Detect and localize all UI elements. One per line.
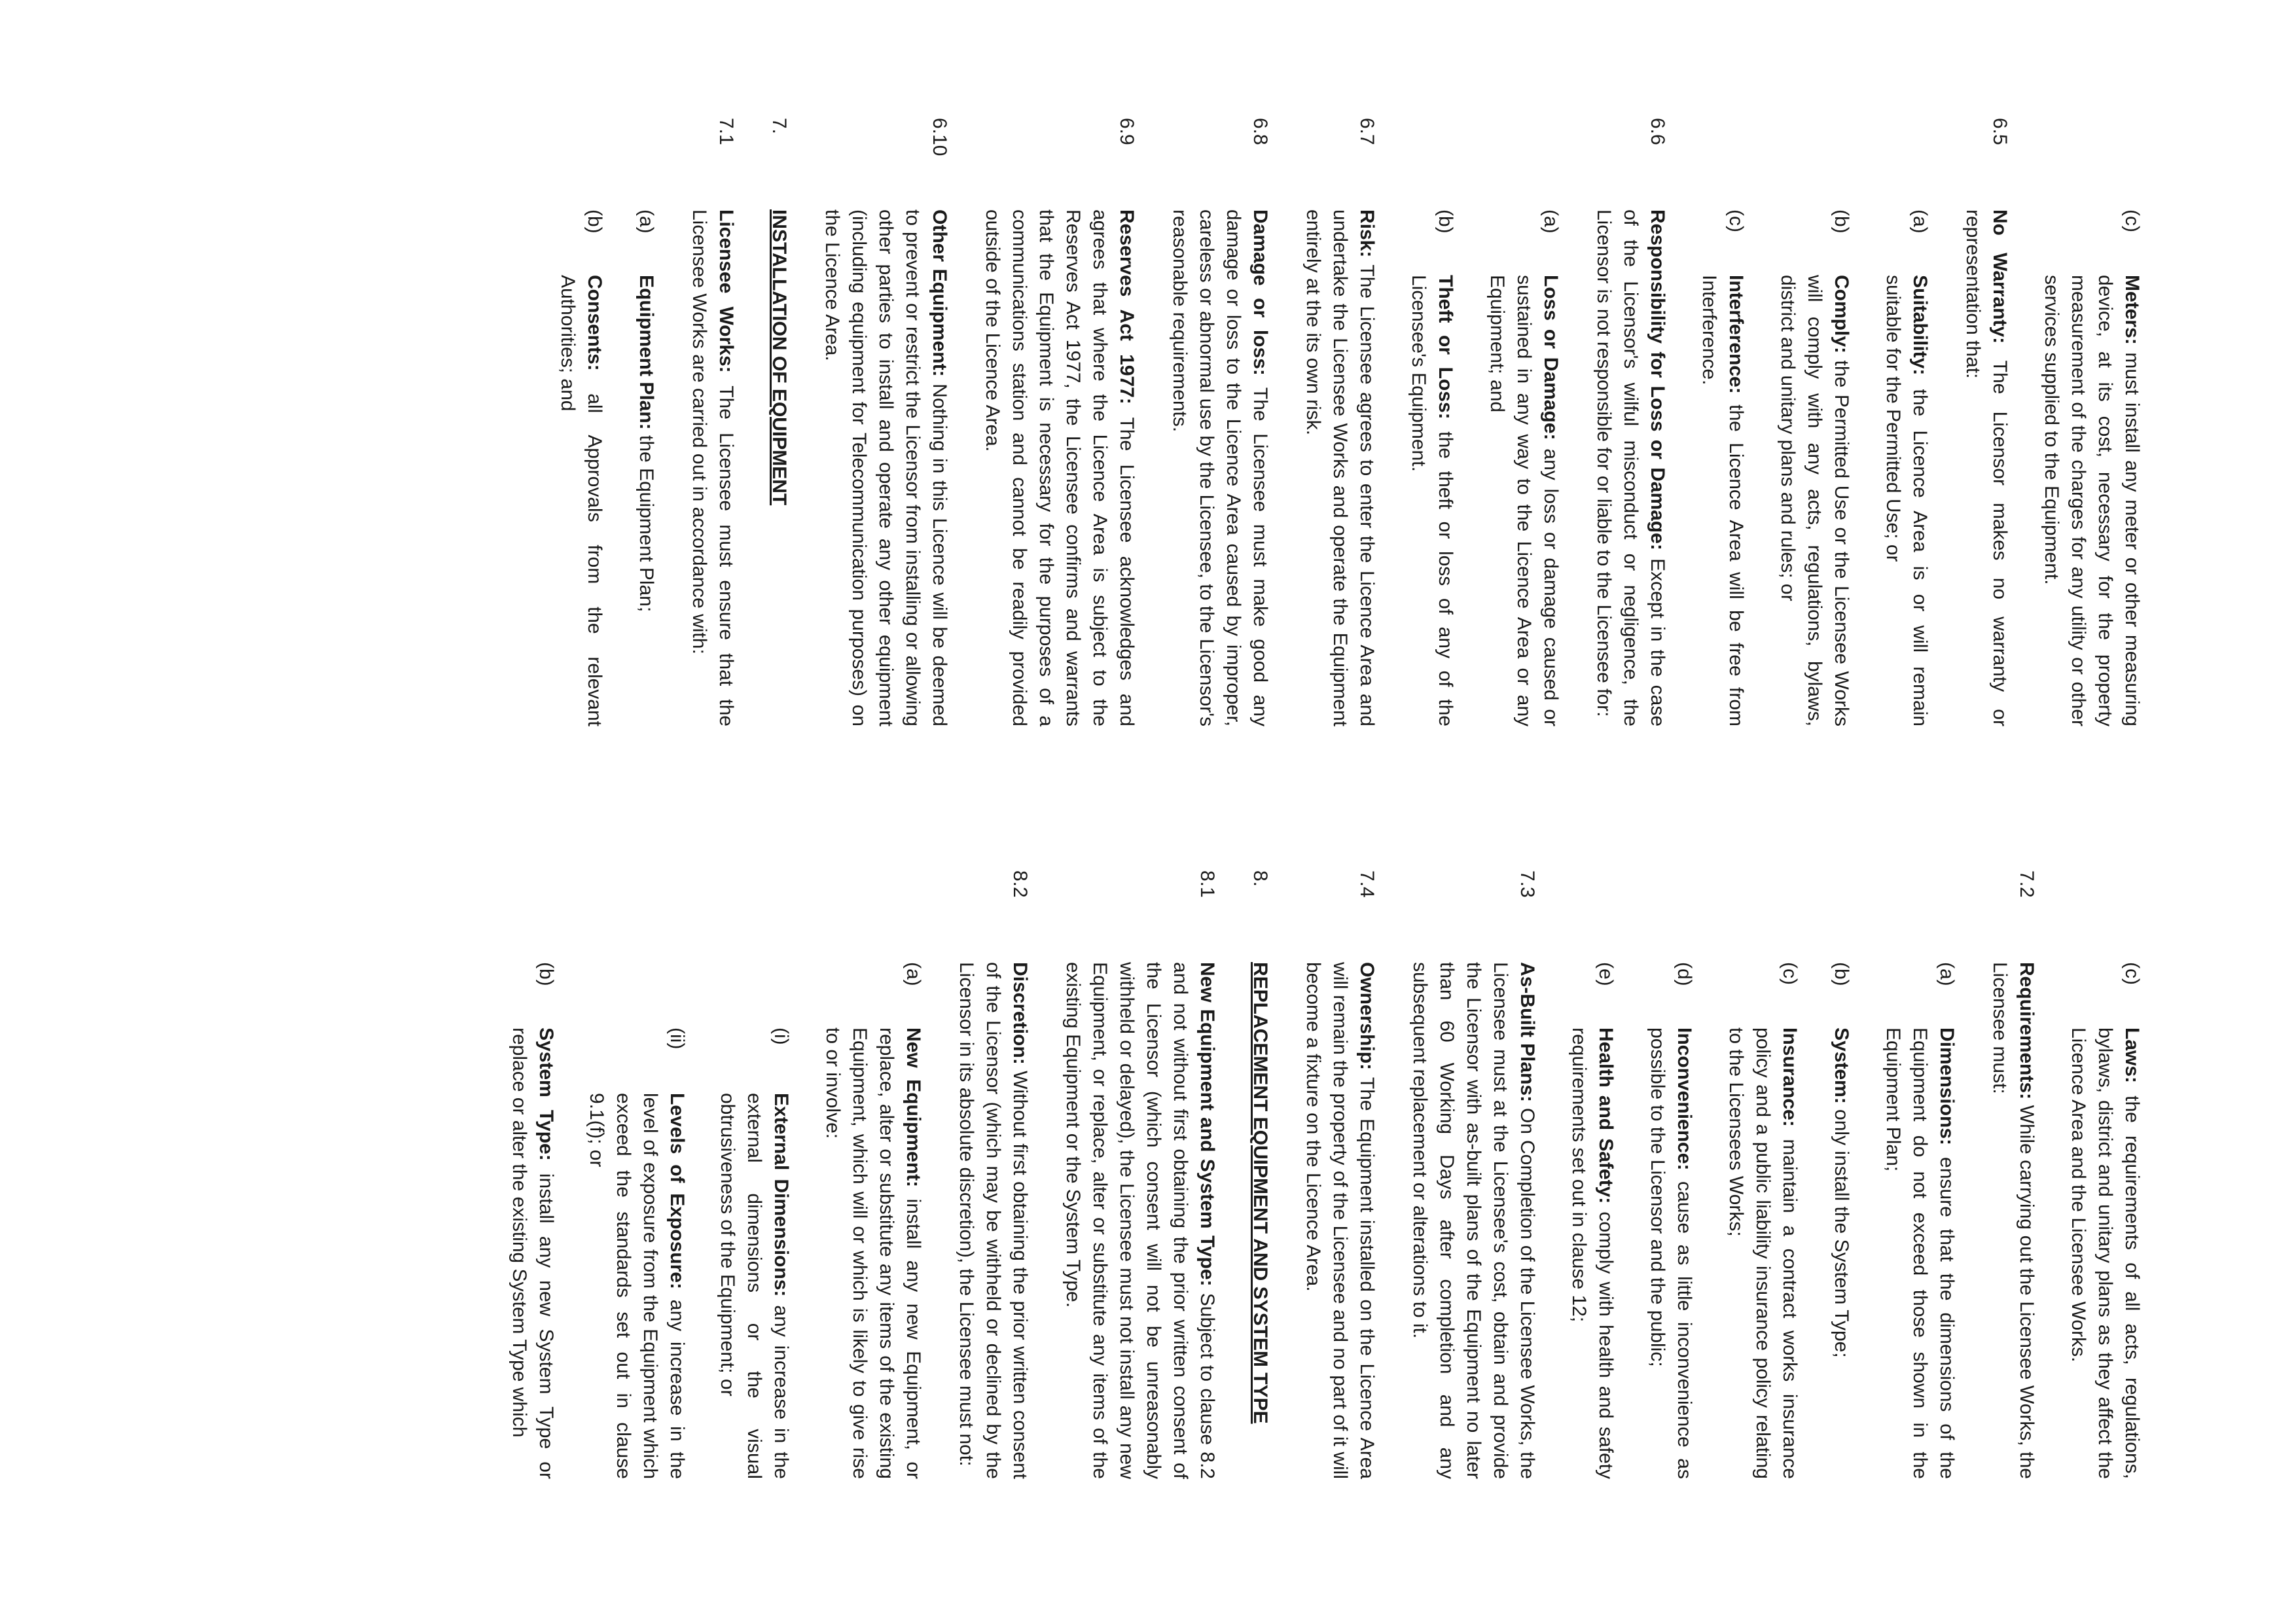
clause-title: Requirements: — [2016, 962, 2037, 1100]
clause-7-2-a — [1880, 870, 1960, 1479]
clause-8-2 — [953, 870, 1033, 1479]
clause-title: Laws: — [2121, 1027, 2143, 1084]
clause-title: Interference: — [1725, 275, 1747, 394]
clause-number: (b) — [584, 209, 605, 234]
clause-6-5-b — [1774, 118, 1855, 726]
clause-text: install any new Equipment, or replace, alter or substitute any items of the existing Equipment, which will or which is likely to give rise to or involve: — [822, 1027, 924, 1479]
clause-text: any increase in the level of exposure from the Equipment which exceed the standards set out in clause 9.1(f); or — [586, 1093, 688, 1480]
clause-7-2-e — [1566, 870, 1619, 1479]
clause-6-5 — [1960, 118, 2013, 726]
clause-title: Responsibility for Loss or Damage: — [1647, 209, 1668, 550]
clause-title: Levels of Exposure: — [666, 1093, 688, 1290]
clause-7-1-c — [2065, 870, 2145, 1479]
clause-text: The Licensor makes no warranty or representation that: — [1962, 209, 2011, 726]
clause-8-2-b — [506, 870, 560, 1479]
clause-title: Meters: — [2121, 275, 2143, 345]
clause-text: the Licence Area will be free from Interference. — [1698, 275, 1747, 726]
clause-text: all Approvals from the relevant Authorities; and — [557, 275, 605, 726]
clause-text: comply with health and safety requirements set out in clause 12; — [1568, 1027, 1617, 1479]
clause-number: (c) — [1725, 209, 1747, 232]
clause-text: any loss or damage caused or sustained in any way to the Licence Area or any Equipment; and — [1486, 275, 1562, 726]
clause-6-5-a — [1880, 118, 1933, 726]
clause-number: (b) — [1831, 209, 1852, 234]
clause-text: must install any meter or other measuring device, at its cost, necessary for the property measurement of the charges for any utility or other services supplied to the Equipment. — [2041, 275, 2143, 726]
clause-text: Except in the case of the Licensor's wilful misconduct or negligence, the Licensor is not responsible for or liable to the Licensee for: — [1593, 209, 1668, 726]
clause-number: (a) — [903, 962, 924, 986]
clause-title: External Dimensions: — [770, 1093, 792, 1297]
clause-6-6-a — [1484, 118, 1564, 726]
clause-number: 7.3 — [1516, 870, 1538, 898]
clause-text: The Licensee must make good any damage or loss to the Licence Area caused by improper, careless or abnormal use by the Licensee, to the Licensor's reasonable requirements. — [1169, 209, 1271, 726]
clause-number: (a) — [1909, 209, 1931, 234]
clause-number: 6.10 — [929, 118, 950, 156]
clause-title: Licensee Works: — [715, 209, 737, 373]
clause-title: Consents: — [584, 275, 605, 371]
clause-text: The Licensee acknowledges and agrees that where the Licence Area is subject to the Reserves Act 1977, the Licensee confirms and warrants that the Equipment is necessary for the purposes of a communications station and cannot be readily provided outside of the Licence Area. — [982, 209, 1138, 726]
clause-title: New Equipment: — [903, 1027, 924, 1188]
clause-number: 6.9 — [1116, 118, 1138, 145]
clause-8-2-a-ii — [583, 870, 691, 1479]
clause-number: (b) — [1831, 962, 1852, 986]
clause-7-2 — [1986, 870, 2040, 1479]
clause-number: 8.1 — [1196, 870, 1218, 898]
clause-number: 6.8 — [1249, 118, 1271, 145]
clause-number: (b) — [1435, 209, 1456, 234]
clause-6-6 — [1590, 118, 1671, 726]
clause-number: (c) — [2121, 209, 2143, 232]
left-column — [529, 118, 2145, 726]
clause-title: Damage or loss: — [1249, 209, 1271, 376]
clause-text: ensure that the dimensions of the Equipment do not exceed those shown in the Equipment Plan; — [1882, 1027, 1958, 1479]
clause-text: the Licence Area is or will remain suitable for the Permitted Use; or — [1882, 275, 1931, 726]
clause-number: (d) — [1674, 962, 1695, 986]
clause-text: the theft or loss of any of the Licensee's Equipment. — [1408, 275, 1456, 726]
clause-title: Health and Safety: — [1595, 1027, 1617, 1204]
clause-number: 7.4 — [1356, 870, 1378, 898]
clause-title: Suitability: — [1909, 275, 1931, 376]
clause-8-2-a-i — [714, 870, 795, 1479]
clause-text: Nothing in this Licence will be deemed to prevent or restrict the Licensor from installing or allowing other parties to install and operate any other equipment (including equipment for Telecommunication purposes) on the Licence Area. — [821, 209, 950, 726]
clause-meters — [2038, 118, 2145, 726]
clause-number: (ii) — [666, 1027, 688, 1050]
clause-title: Insurance: — [1779, 1027, 1801, 1127]
clause-7-3 — [1407, 870, 1541, 1479]
clause-title: Inconvenience: — [1674, 1027, 1695, 1171]
clause-text: While carrying out the Licensee Works, the Licensee must: — [1989, 962, 2037, 1479]
clause-number: (c) — [2121, 962, 2143, 985]
clause-number: (a) — [636, 209, 657, 234]
clause-number: 6.6 — [1647, 118, 1668, 145]
clause-title: Ownership: — [1356, 962, 1378, 1071]
clause-number: (a) — [1936, 962, 1958, 986]
clause-number: (c) — [1779, 962, 1801, 985]
clause-text: Without first obtaining the prior written consent of the Licensor (which may be withheld or declined by the Licensor in its absolute discretion), the Licensee must not: — [956, 962, 1031, 1479]
section-heading-8 — [1247, 870, 1274, 1479]
clause-text: the requirements of all acts, regulations, bylaws, district and unitary plans as they affect the Licence Area and the Licensee Works. — [2068, 1027, 2143, 1479]
clause-7-1 — [686, 118, 740, 726]
clause-6-5-c — [1696, 118, 1749, 726]
clause-text: install any new System Type or replace or alter the existing System Type which — [509, 1027, 557, 1479]
clause-number: 7.2 — [2016, 870, 2037, 898]
section-title: INSTALLATION OF EQUIPMENT — [768, 209, 790, 506]
clause-title: Discretion: — [1009, 962, 1031, 1065]
clause-7-2-c — [1723, 870, 1803, 1479]
clause-7-1-a — [633, 118, 660, 726]
clause-title: Reserves Act 1977: — [1116, 209, 1138, 404]
clause-text: only install the System Type; — [1831, 1103, 1852, 1358]
clause-7-4 — [1300, 870, 1380, 1479]
clause-6-9 — [979, 118, 1140, 726]
clause-title: Equipment Plan: — [636, 275, 657, 430]
clause-7-1-b — [554, 118, 608, 726]
clause-title: New Equipment and System Type: — [1196, 962, 1218, 1287]
clause-number: (a) — [1540, 209, 1562, 234]
section-title: REPLACEMENT EQUIPMENT AND SYSTEM TYPE — [1249, 962, 1271, 1424]
clause-number: (b) — [535, 962, 557, 986]
clause-title: Theft or Loss: — [1435, 275, 1456, 419]
right-column — [481, 870, 2145, 1479]
clause-6-6-b — [1405, 118, 1459, 726]
clause-text: cause as little inconvenience as possible to the Licensor and the public; — [1647, 1027, 1695, 1479]
clause-7-2-b — [1828, 870, 1855, 1479]
clause-text: The Licensee must ensure that the Licensee Works are carried out in accordance with: — [689, 209, 737, 726]
clause-number: 6.7 — [1356, 118, 1378, 145]
clause-text: maintain a contract works insurance policy and a public liability insurance policy relating to the Licensees Works; — [1725, 1027, 1801, 1479]
clause-6-10 — [819, 118, 953, 726]
section-number: 8. — [1249, 870, 1271, 887]
clause-text: any increase in the external dimensions or the visual obtrusiveness of the Equipment; or — [717, 1093, 792, 1479]
clause-title: No Warranty: — [1989, 209, 2011, 344]
clause-7-2-d — [1644, 870, 1698, 1479]
section-heading-7 — [766, 118, 793, 726]
clause-text: the Permitted Use or the Licensee Works will comply with any acts, regulations, bylaws, district and unitary plans and rules; or — [1777, 275, 1852, 726]
clause-number: (i) — [770, 1027, 792, 1045]
clause-8-2-a — [819, 870, 927, 1479]
clause-title: Risk: — [1356, 209, 1378, 258]
clause-text: On Completion of the Licensee Works, the Licensee must at the Licensee's cost, obtain and provide the Licensor with as-built plans of the Equipment no later than 60 Working Days after completion and any subsequent replacement or alterations to it. — [1409, 962, 1538, 1480]
clause-text: The Licensee agrees to enter the Licence Area and undertake the Licensee Works and operate the Equipment entirely at the its own risk. — [1302, 209, 1378, 726]
section-number: 7. — [768, 118, 790, 135]
clause-title: Comply: — [1831, 275, 1852, 353]
clause-title: Dimensions: — [1936, 1027, 1958, 1146]
clause-text: Subject to clause 8.2 and not without first obtaining the prior written consent of the Licensor (which consent will not be unreasonably withheld or delayed), the Licensee must not install any new Equipment, or replace, alter or substitute any items of the existing Equipment or the System Type. — [1062, 962, 1218, 1479]
clause-title: Other Equipment: — [929, 209, 950, 377]
clause-title: As-Built Plans: — [1516, 962, 1538, 1103]
clause-number: 6.5 — [1989, 118, 2011, 145]
clause-title: System: — [1831, 1027, 1852, 1104]
clause-text: the Equipment Plan; — [636, 429, 657, 613]
clause-6-7 — [1300, 118, 1380, 726]
clause-title: Loss or Damage: — [1540, 275, 1562, 440]
clause-6-8 — [1166, 118, 1274, 726]
clause-number: (e) — [1595, 962, 1617, 986]
clause-number: 7.1 — [715, 118, 737, 145]
clause-8-1 — [1060, 870, 1221, 1479]
clause-title: System Type: — [535, 1027, 557, 1161]
clause-text: The Equipment installed on the Licence Area will remain the property of the Licensee and no part of it will become a fixture on the Licence Area. — [1302, 962, 1378, 1479]
clause-number: 8.2 — [1009, 870, 1031, 898]
